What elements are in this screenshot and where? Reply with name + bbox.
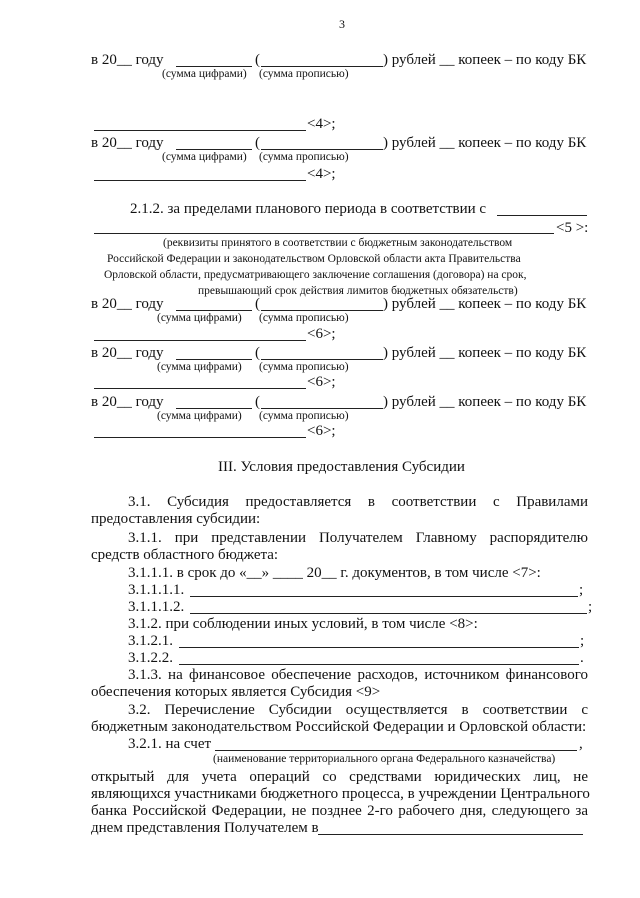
amount-rest: ) рублей __ копеек – по коду БК: [383, 345, 587, 361]
fill-line: [179, 664, 579, 665]
clause-3-1-1-cont: средств областного бюджета:: [91, 547, 279, 563]
open-paren: (: [255, 296, 260, 312]
clause-3-1-cont: предоставления субсидии:: [91, 511, 261, 527]
fill-line: [179, 647, 579, 648]
year-label: в 20__ году: [91, 296, 164, 312]
section-title: III. Условия предоставления Субсидии: [218, 459, 465, 475]
caption-digits: (сумма цифрами): [162, 151, 247, 163]
note-line: (реквизиты принятого в соответствии с бюджетным законодательством: [163, 237, 513, 249]
open-paren: (: [255, 135, 260, 151]
fill-line: [94, 437, 306, 438]
fill-line: [94, 340, 306, 341]
open-paren: (: [255, 345, 260, 361]
year-label: в 20__ году: [91, 345, 164, 361]
ref-4: <4>;: [307, 166, 336, 182]
clause-3-2-cont: бюджетным законодательством Российской Федерации и Орловской области:: [91, 719, 587, 735]
semicolon: ;: [588, 599, 593, 615]
clause-3-1-2-1: 3.1.2.1.: [128, 633, 173, 649]
clause-3-1-3-cont: обеспечения которых является Субсидия <9>: [91, 684, 381, 700]
caption-digits: (сумма цифрами): [157, 361, 242, 373]
fill-line: [261, 359, 383, 360]
fill-line: [94, 388, 306, 389]
fill-line: [261, 310, 383, 311]
comma: ,: [579, 736, 583, 752]
fill-line: [261, 66, 383, 67]
body-line: банка Российской Федерации, не позднее 2-го рабочего дня, следующего за: [91, 803, 588, 819]
caption-words: (сумма прописью): [259, 312, 349, 324]
amount-rest: ) рублей __ копеек – по коду БК: [383, 394, 587, 410]
fill-line: [94, 180, 306, 181]
clause-3-1-1: 3.1.1. при представлении Получателем Главному распорядителю: [128, 530, 588, 546]
fill-line: [176, 66, 252, 67]
fill-line: [94, 130, 306, 131]
caption-digits: (сумма цифрами): [162, 68, 247, 80]
fill-line: [176, 408, 252, 409]
fill-line: [176, 149, 252, 150]
body-line: днем представления Получателем в: [91, 820, 319, 836]
open-paren: (: [255, 52, 260, 68]
caption-treasury: (наименование территориального органа Федерального казначейства): [213, 753, 556, 765]
fill-line: [215, 750, 577, 751]
amount-rest: ) рублей __ копеек – по коду БК: [383, 135, 587, 151]
page-number: 3: [339, 17, 345, 31]
fill-line: [497, 215, 587, 216]
fill-line: [190, 596, 578, 597]
semicolon: ;: [579, 582, 584, 598]
caption-words: (сумма прописью): [259, 361, 349, 373]
ref-6: <6>;: [307, 326, 336, 342]
caption-words: (сумма прописью): [259, 151, 349, 163]
amount-rest: ) рублей __ копеек – по коду БК: [383, 52, 587, 68]
ref-5: <5 >:: [556, 220, 589, 236]
year-label: в 20__ году: [91, 52, 164, 68]
fill-line: [94, 233, 554, 234]
ref-6: <6>;: [307, 374, 336, 390]
note-line: превышающий срок действия лимитов бюджетных обязательств): [198, 285, 518, 297]
clause-3-1-1-1-1: 3.1.1.1.1.: [128, 582, 185, 598]
year-label: в 20__ году: [91, 135, 164, 151]
caption-words: (сумма прописью): [259, 68, 349, 80]
clause-3-2: 3.2. Перечисление Субсидии осуществляется в соответствии с: [128, 702, 588, 718]
fill-line: [318, 834, 583, 835]
open-paren: (: [255, 394, 260, 410]
clause-2-1-2: 2.1.2. за пределами планового периода в соответствии с: [130, 201, 487, 217]
clause-3-1-2-2: 3.1.2.2.: [128, 650, 173, 666]
caption-digits: (сумма цифрами): [157, 410, 242, 422]
clause-3-1-3: 3.1.3. на финансовое обеспечение расходов, источником финансового: [128, 667, 588, 683]
fill-line: [190, 613, 587, 614]
caption-digits: (сумма цифрами): [157, 312, 242, 324]
clause-3-1-2: 3.1.2. при соблюдении иных условий, в том числе <8>:: [128, 616, 478, 632]
amount-rest: ) рублей __ копеек – по коду БК: [383, 296, 587, 312]
ref-4: <4>;: [307, 116, 336, 132]
period: .: [580, 650, 584, 666]
clause-3-2-1: 3.2.1. на счет: [128, 736, 212, 752]
fill-line: [261, 408, 383, 409]
note-line: Российской Федерации и законодательством Орловской области акта Правительства: [107, 253, 521, 265]
clause-3-1-1-1-2: 3.1.1.1.2.: [128, 599, 185, 615]
semicolon: ;: [580, 633, 585, 649]
fill-line: [176, 310, 252, 311]
year-label: в 20__ году: [91, 394, 164, 410]
body-line: открытый для учета операций со средствами юридических лиц, не: [91, 769, 588, 785]
body-line: являющихся участниками бюджетного процесса, в учреждении Центрального: [91, 786, 590, 802]
fill-line: [261, 149, 383, 150]
caption-words: (сумма прописью): [259, 410, 349, 422]
fill-line: [176, 359, 252, 360]
ref-6: <6>;: [307, 423, 336, 439]
note-line: Орловской области, предусматривающего заключение соглашения (договора) на срок,: [104, 269, 527, 281]
clause-3-1-1-1: 3.1.1.1. в срок до «__» ____ 20__ г. документов, в том числе <7>:: [128, 565, 541, 581]
clause-3-1: 3.1. Субсидия предоставляется в соответствии с Правилами: [128, 494, 588, 510]
